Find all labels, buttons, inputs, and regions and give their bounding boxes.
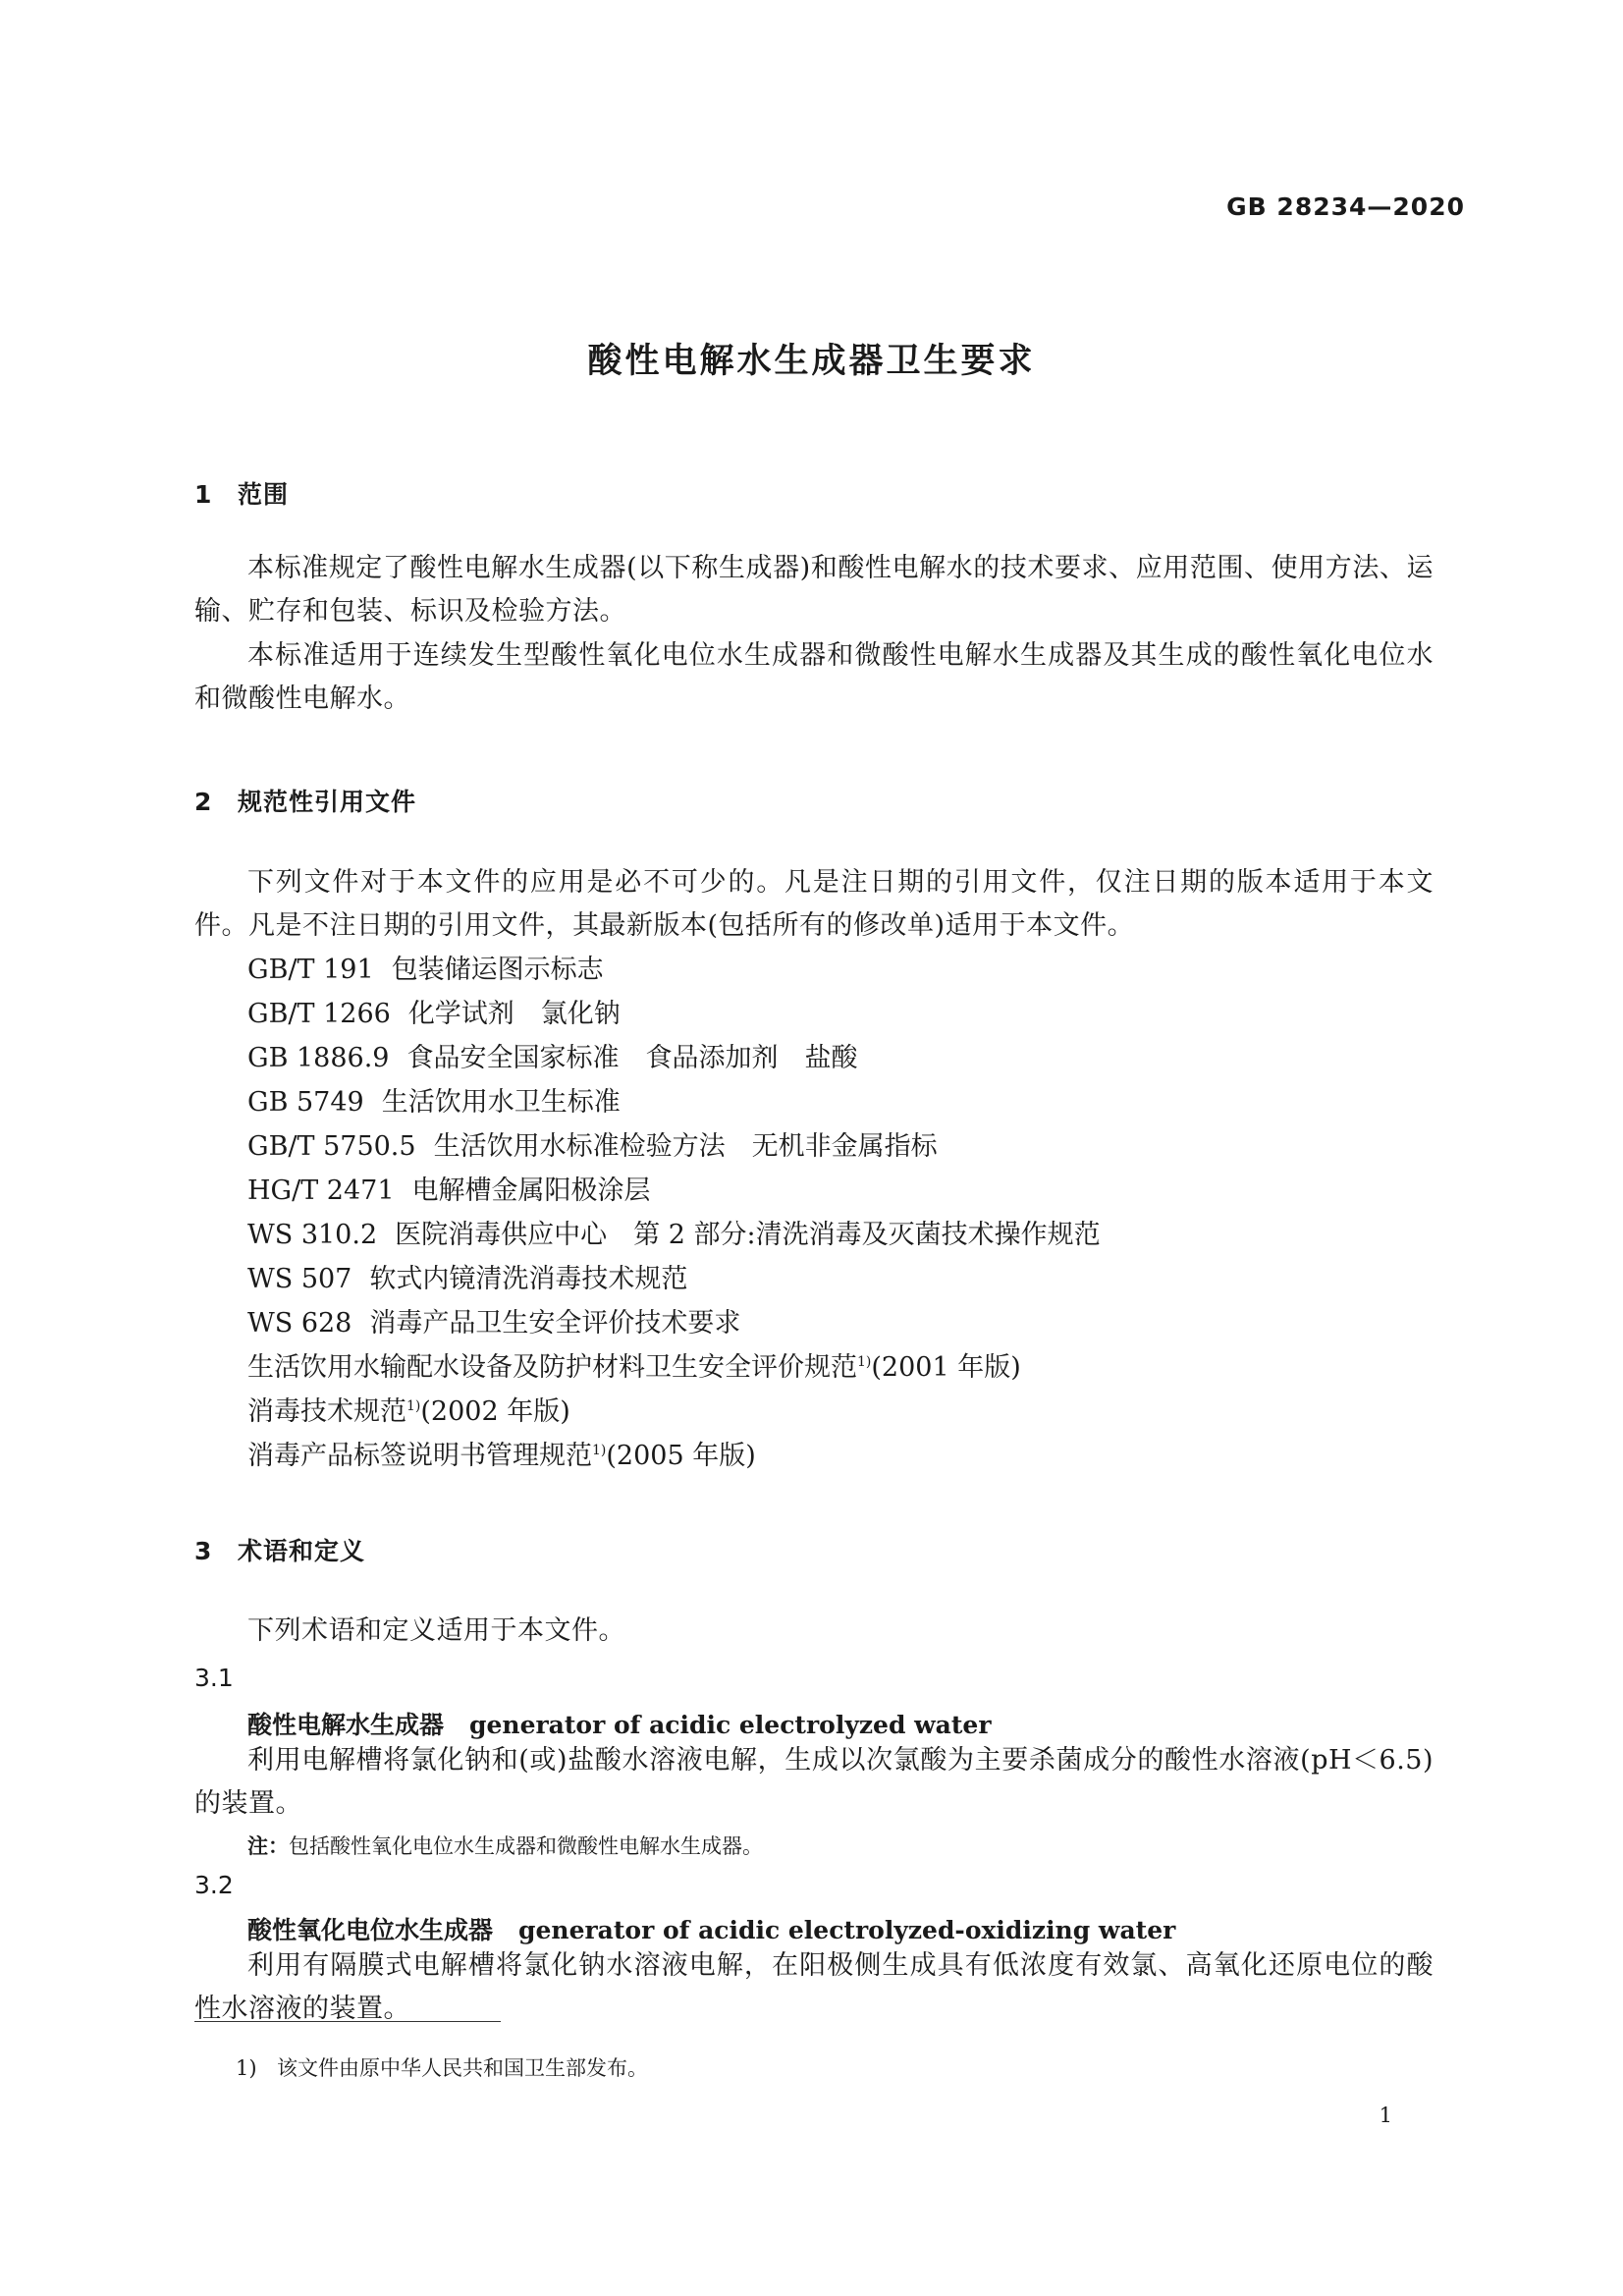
reference-code: GB/T 5750.5 xyxy=(247,1131,416,1162)
term-zh: 酸性电解水生成器 xyxy=(247,1711,445,1739)
reference-code: WS 310.2 xyxy=(247,1220,378,1250)
term-zh: 酸性氧化电位水生成器 xyxy=(247,1916,494,1944)
reference-title: 生活饮用水标准检验方法 无机非金属指标 xyxy=(433,1131,938,1162)
reference-code: GB/T 191 xyxy=(247,955,374,985)
reference-item xyxy=(247,1346,1021,1390)
term-definition: 利用有隔膜式电解槽将氯化钠水溶液电解，在阳极侧生成具有低浓度有效氯、高氧化还原电位的酸性水溶液的装置。 xyxy=(194,1950,1434,2024)
footnote xyxy=(236,2052,648,2082)
reference-code: HG/T 2471 xyxy=(247,1175,395,1206)
term-note xyxy=(247,1831,763,1860)
term-definition: 利用电解槽将氯化钠和(或)盐酸水溶液电解，生成以次氯酸为主要杀菌成分的酸性水溶液(pH＜6.5)的装置。 xyxy=(194,1745,1434,1819)
reference-code: GB 1886.9 xyxy=(247,1043,390,1073)
reference-item xyxy=(247,949,604,992)
reference-code: WS 628 xyxy=(247,1308,352,1339)
term-number: 3.2 xyxy=(194,1871,234,1899)
section-3-heading xyxy=(194,1532,365,1567)
note-label: 注： xyxy=(247,1834,289,1858)
term-en: generator of acidic electrolyzed water xyxy=(469,1711,992,1739)
term-en: generator of acidic electrolyzed-oxidizing water xyxy=(518,1916,1176,1944)
reference-title: 消毒产品标签说明书管理规范 xyxy=(247,1441,592,1471)
reference-year: (2002 年版) xyxy=(420,1396,570,1427)
reference-item xyxy=(247,1170,651,1213)
reference-item xyxy=(247,1037,857,1080)
reference-title: 软式内镜清洗消毒技术规范 xyxy=(369,1264,688,1294)
reference-title: 包装储运图示标志 xyxy=(391,955,604,985)
reference-year: (2005 年版) xyxy=(606,1441,756,1471)
section-2-heading xyxy=(194,783,416,818)
reference-title: 消毒技术规范 xyxy=(247,1396,406,1427)
reference-title: 生活饮用水卫生标准 xyxy=(381,1087,621,1118)
section-3-intro: 下列术语和定义适用于本文件。 xyxy=(247,1615,625,1646)
reference-code: GB 5749 xyxy=(247,1087,364,1118)
footnote-text: 该文件由原中华人民共和国卫生部发布。 xyxy=(277,2056,648,2080)
section-1-paragraph-2: 本标准适用于连续发生型酸性氧化电位水生成器和微酸性电解水生成器及其生成的酸性氧化电位水和微酸性电解水。 xyxy=(194,640,1434,714)
term-heading xyxy=(247,1911,1175,1946)
reference-item xyxy=(247,1081,621,1124)
term-number: 3.1 xyxy=(194,1664,234,1692)
footnote-mark: 1) xyxy=(406,1398,421,1414)
reference-item xyxy=(247,1258,687,1301)
footnote-mark: 1) xyxy=(236,2056,257,2080)
reference-title: 食品安全国家标准 食品添加剂 盐酸 xyxy=(406,1043,858,1073)
reference-title: 化学试剂 氯化钠 xyxy=(407,999,621,1029)
reference-title: 电解槽金属阳极涂层 xyxy=(411,1175,651,1206)
reference-item xyxy=(247,1391,570,1434)
reference-year: (2001 年版) xyxy=(871,1352,1021,1383)
reference-item xyxy=(247,1435,756,1478)
section-1-heading xyxy=(194,475,289,511)
section-1-paragraph-1: 本标准规定了酸性电解水生成器(以下称生成器)和酸性电解水的技术要求、应用范围、使用方法、运输、贮存和包装、标识及检验方法。 xyxy=(194,553,1434,627)
reference-title: 生活饮用水输配水设备及防护材料卫生安全评价规范 xyxy=(247,1352,857,1383)
reference-code: WS 507 xyxy=(247,1264,352,1294)
reference-code: GB/T 1266 xyxy=(247,999,391,1029)
footnote-mark: 1) xyxy=(857,1354,872,1370)
section-number: 1 xyxy=(194,480,213,509)
reference-title: 医院消毒供应中心 第 2 部分:清洗消毒及灭菌技术操作规范 xyxy=(395,1220,1101,1250)
document-title: 酸性电解水生成器卫生要求 xyxy=(587,342,1036,381)
section-number: 3 xyxy=(194,1537,213,1565)
reference-item xyxy=(247,1214,1101,1257)
footnote-divider xyxy=(194,2021,501,2022)
section-2-intro: 下列文件对于本文件的应用是必不可少的。凡是注日期的引用文件，仅注日期的版本适用于本文件。凡是不注日期的引用文件，其最新版本(包括所有的修改单)适用于本文件。 xyxy=(194,867,1434,941)
reference-title: 消毒产品卫生安全评价技术要求 xyxy=(369,1308,741,1339)
reference-item xyxy=(247,1125,938,1169)
page-number: 1 xyxy=(1379,2104,1392,2127)
term-heading xyxy=(247,1706,992,1741)
note-text: 包括酸性氧化电位水生成器和微酸性电解水生成器。 xyxy=(289,1834,763,1858)
section-title: 范围 xyxy=(238,480,290,509)
reference-item xyxy=(247,993,621,1036)
standard-code: GB 28234—2020 xyxy=(1226,192,1465,221)
reference-item xyxy=(247,1302,740,1345)
footnote-mark: 1) xyxy=(592,1443,607,1458)
section-title: 规范性引用文件 xyxy=(238,788,417,816)
section-title: 术语和定义 xyxy=(238,1537,366,1565)
section-number: 2 xyxy=(194,788,213,816)
